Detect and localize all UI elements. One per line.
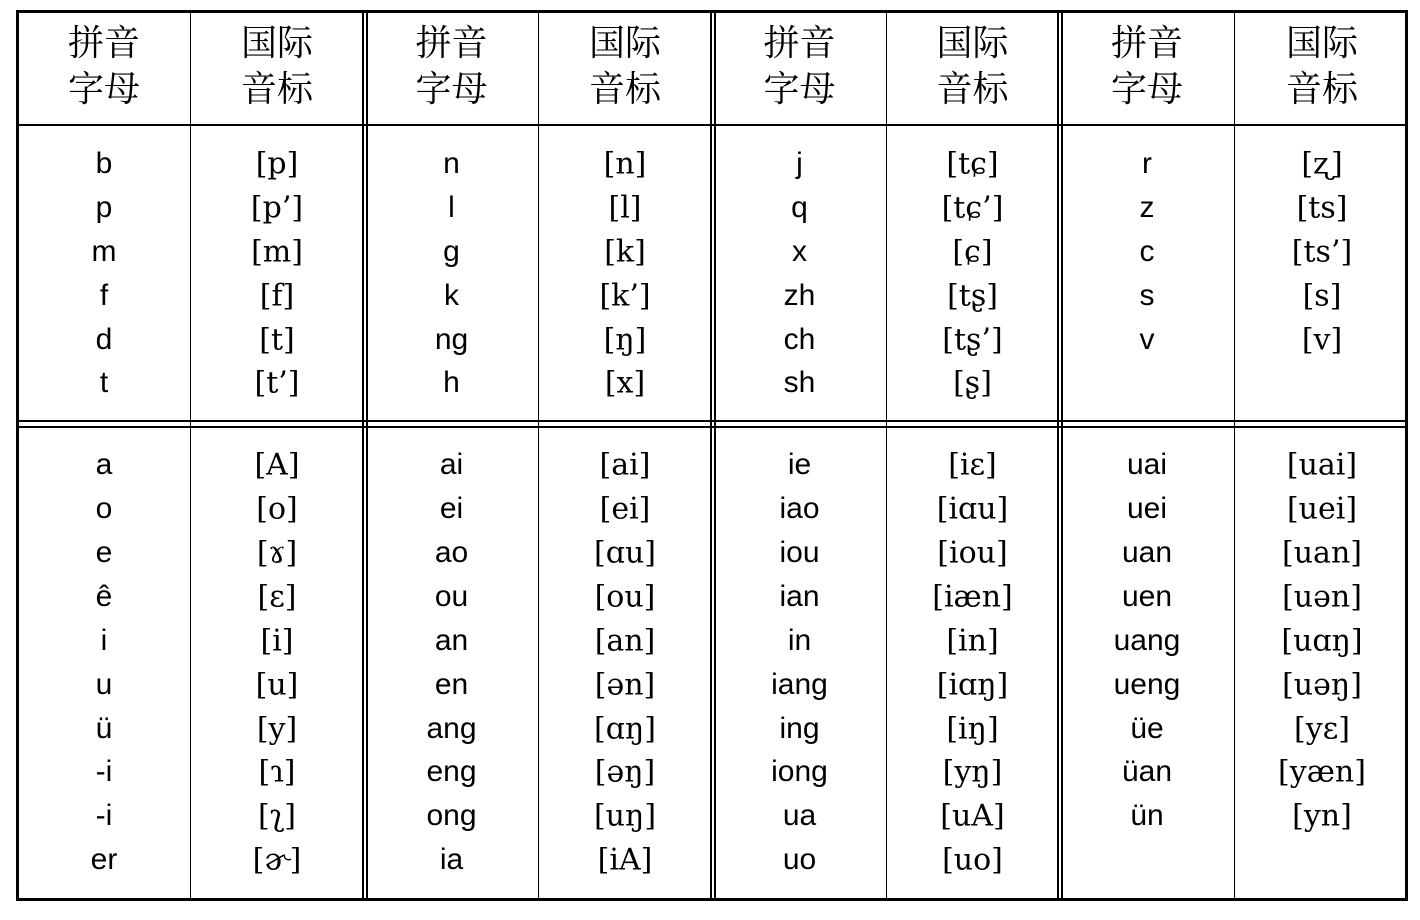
vowel-pinyin: ei [439,492,464,525]
vowel-pinyin: ai [439,448,464,481]
group-divider-2b [714,10,716,901]
column-divider-4 [1234,10,1235,901]
vowel-ipa: [uo] [942,842,1003,878]
consonant-pinyin: j [796,147,803,180]
vowel-pinyin: an [434,624,469,657]
vowel-ipa: [uA] [940,798,1005,834]
vowel-ipa: [uai] [1286,447,1358,483]
vowel-pinyin: -i [95,799,113,832]
consonant-pinyin: d [95,323,113,356]
consonant-ipa: [tʂ’] [942,322,1003,358]
consonant-pinyin: ng [434,323,469,356]
vowel-pinyin: ü [95,712,113,745]
header-pinyin-letters: 拼音 字母 [1110,23,1183,110]
vowel-pinyin: iong [771,755,828,788]
consonant-pinyin: v [1139,323,1155,356]
consonant-ipa: [k] [604,234,646,270]
header-pinyin-letters: 拼音 字母 [67,23,140,110]
vowel-pinyin: iou [779,536,820,569]
vowel-ipa: [ou] [594,579,656,615]
consonant-pinyin: t [99,366,109,399]
consonant-pinyin: zh [783,279,816,312]
consonant-ipa: [p’] [250,190,304,226]
consonant-ipa: [p] [255,146,299,182]
vowel-pinyin: u [95,668,113,701]
vowel-pinyin: üe [1130,712,1164,745]
vowel-pinyin: uen [1121,580,1173,613]
vowel-ipa: [i] [260,623,294,659]
header-ipa-symbols: 国际 音标 [936,23,1009,110]
vowel-pinyin: uai [1126,448,1168,481]
consonant-ipa: [ʐ] [1301,146,1343,182]
consonant-pinyin: sh [783,366,816,399]
table-border-right [1405,10,1408,901]
vowel-ipa: [iɛ] [948,447,997,483]
consonant-ipa: [ts] [1296,190,1348,226]
consonant-ipa: [ʂ] [953,365,992,401]
vowel-pinyin: uei [1126,492,1168,525]
consonant-ipa: [s] [1302,278,1342,314]
header-ipa-symbols: 国际 音标 [1285,23,1358,110]
consonant-ipa: [tʂ] [947,278,998,314]
vowel-ipa: [A] [254,447,300,483]
consonant-pinyin: r [1142,147,1152,180]
consonant-pinyin: f [99,279,109,312]
vowel-pinyin: o [95,492,113,525]
consonant-ipa: [t’] [254,365,300,401]
vowel-pinyin: üan [1121,755,1173,788]
consonant-pinyin: m [91,235,117,268]
column-divider-2 [538,10,539,901]
consonant-ipa: [ts’] [1291,234,1353,270]
group-divider-2a [710,10,712,901]
vowel-pinyin: ong [426,799,477,832]
vowel-pinyin: uo [782,843,817,876]
vowel-ipa: [iæn] [932,579,1013,615]
vowel-pinyin: ie [787,448,812,481]
group-divider-3a [1057,10,1059,901]
group-divider-1b [366,10,368,901]
vowel-ipa: [u] [255,667,299,703]
vowel-ipa: [iA] [597,842,653,878]
consonant-pinyin: n [443,147,460,180]
vowel-pinyin: ian [779,580,820,613]
vowel-ipa: [uei] [1286,491,1358,527]
consonant-ipa: [v] [1301,322,1343,358]
vowel-pinyin: e [95,536,113,569]
vowel-ipa: [yŋ] [942,754,1003,790]
vowel-ipa: [yæn] [1278,754,1366,790]
consonant-pinyin: x [792,235,807,268]
vowel-ipa: [iɑu] [936,491,1009,527]
vowel-ipa: [ɿ] [258,754,296,790]
vowel-pinyin: ueng [1113,668,1181,701]
vowel-ipa: [in] [946,623,999,659]
vowel-pinyin: in [787,624,812,657]
consonant-ipa: [t] [259,322,295,358]
vowel-pinyin: uang [1113,624,1181,657]
vowel-ipa: [iɑŋ] [936,667,1009,703]
consonant-pinyin: g [443,235,460,268]
vowel-pinyin: er [90,843,118,876]
consonant-pinyin: z [1139,191,1155,224]
table-border-left [16,10,19,901]
consonant-pinyin: q [791,191,808,224]
section-divider-a [16,420,1408,422]
consonant-ipa: [k’] [599,278,651,314]
vowel-pinyin: ang [426,712,477,745]
vowel-ipa: [ɛ] [257,579,297,615]
consonant-ipa: [tɕ] [946,146,999,182]
vowel-ipa: [iŋ] [946,711,999,747]
vowel-pinyin: ou [434,580,469,613]
vowel-ipa: [o] [256,491,298,527]
vowel-ipa: [y] [256,711,298,747]
consonant-pinyin: s [1139,279,1155,312]
vowel-pinyin: ia [439,843,464,876]
vowel-pinyin: ing [779,712,820,745]
group-divider-3b [1061,10,1063,901]
column-divider-1 [190,10,191,901]
vowel-ipa: [uan] [1282,535,1362,571]
vowel-pinyin: eng [426,755,477,788]
header-pinyin-letters: 拼音 字母 [763,23,836,110]
section-divider-b [16,426,1408,428]
group-divider-1a [362,10,364,901]
vowel-ipa: [uən] [1282,579,1362,615]
vowel-ipa: [yn] [1292,798,1352,834]
vowel-pinyin: uan [1121,536,1173,569]
consonant-ipa: [ŋ] [603,322,647,358]
vowel-ipa: [ɑu] [594,535,656,571]
consonant-pinyin: h [443,366,460,399]
consonant-ipa: [tɕ’] [941,190,1004,226]
vowel-pinyin: ün [1130,799,1164,832]
header-pinyin-letters: 拼音 字母 [415,23,488,110]
consonant-ipa: [x] [604,365,646,401]
consonant-ipa: [l] [608,190,642,226]
vowel-pinyin: i [100,624,108,657]
vowel-ipa: [ɚ] [252,842,302,878]
consonant-pinyin: p [95,191,113,224]
consonant-ipa: [n] [603,146,647,182]
vowel-ipa: [an] [594,623,656,659]
consonant-pinyin: ch [783,323,816,356]
vowel-ipa: [ei] [599,491,651,527]
header-divider [16,124,1408,126]
vowel-ipa: [ɤ] [256,535,298,571]
vowel-pinyin: ao [434,536,469,569]
vowel-pinyin: iao [779,492,820,525]
consonant-ipa: [ɕ] [952,234,993,270]
consonant-pinyin: c [1139,235,1155,268]
vowel-ipa: [ɑŋ] [594,711,656,747]
vowel-ipa: [ən] [594,667,656,703]
header-ipa-symbols: 国际 音标 [588,23,661,110]
vowel-pinyin: -i [95,755,113,788]
vowel-pinyin: iang [771,668,828,701]
vowel-ipa: [əŋ] [594,754,656,790]
consonant-ipa: [f] [259,278,295,314]
table-border-top [16,10,1408,13]
vowel-ipa: [uəŋ] [1282,667,1362,703]
consonant-pinyin: k [444,279,459,312]
vowel-ipa: [uɑŋ] [1281,623,1363,659]
header-ipa-symbols: 国际 音标 [240,23,313,110]
consonant-pinyin: b [95,147,113,180]
vowel-pinyin: ê [95,580,113,613]
vowel-pinyin: a [95,448,113,481]
vowel-ipa: [ai] [599,447,651,483]
vowel-pinyin: ua [782,799,817,832]
consonant-pinyin: l [448,191,455,224]
table-border-bottom [16,898,1408,901]
vowel-ipa: [iou] [937,535,1008,571]
vowel-ipa: [yɛ] [1294,711,1350,747]
vowel-ipa: [ʅ] [257,798,296,834]
vowel-pinyin: en [434,668,469,701]
vowel-ipa: [uŋ] [593,798,657,834]
consonant-ipa: [m] [251,234,303,270]
column-divider-3 [886,10,887,901]
